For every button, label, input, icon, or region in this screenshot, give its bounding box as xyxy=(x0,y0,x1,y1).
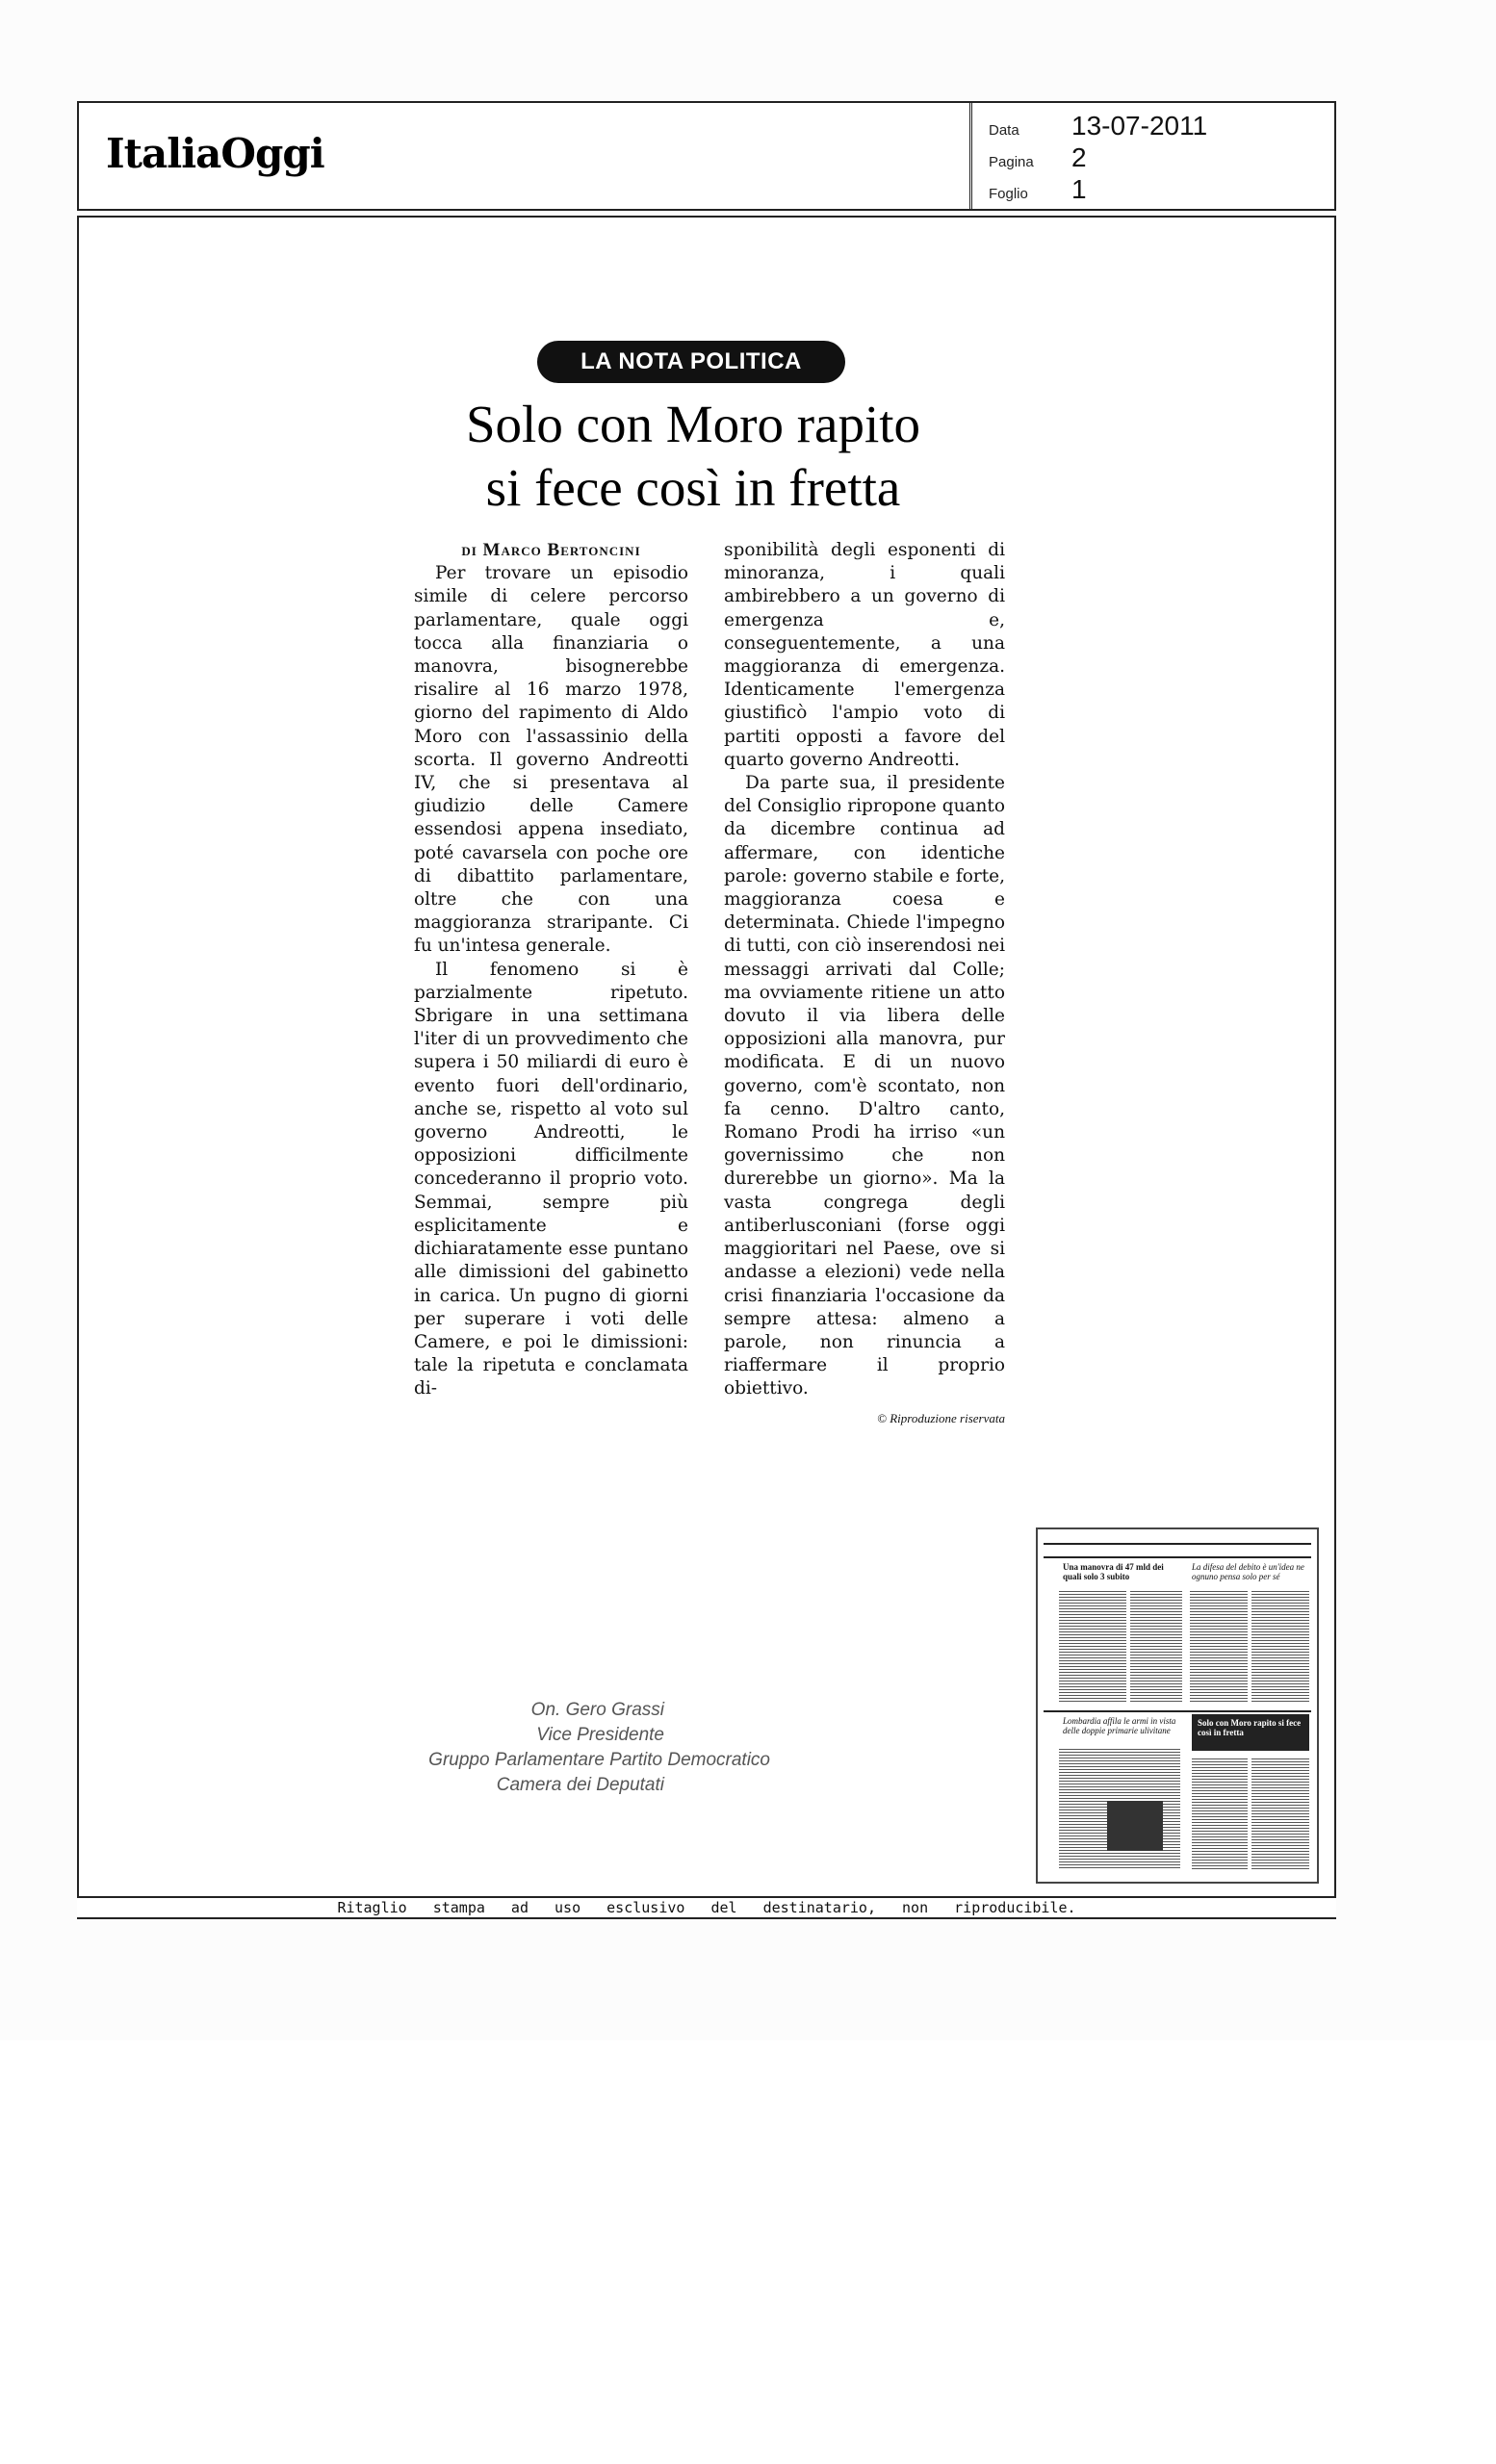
stamp-chamber: Camera dei Deputati xyxy=(496,1775,664,1795)
stamp-group: Gruppo Parlamentare Partito Democratico xyxy=(428,1750,770,1770)
thumbnail-headline-right: La difesa del debito è un'idea ne ognuno pensa solo per sé xyxy=(1192,1562,1304,1581)
thumbnail-text-block xyxy=(1190,1589,1248,1703)
newspaper-logo: ItaliaOggi xyxy=(106,130,324,177)
deputy-stamp xyxy=(356,1698,770,1798)
thumbnail-photo xyxy=(1107,1801,1163,1851)
byline: di Marco Bertoncini xyxy=(461,540,641,560)
thumbnail-rule xyxy=(1044,1543,1311,1545)
thumbnail-rule xyxy=(1044,1710,1311,1712)
thumbnail-rule xyxy=(1044,1556,1311,1558)
thumbnail-text-block xyxy=(1130,1589,1182,1703)
stamp-name: On. Gero Grassi xyxy=(530,1700,664,1720)
thumbnail-text-block xyxy=(1059,1589,1126,1703)
paragraph: Per trovare un episodio simile di celere percorso parlamentare, quale oggi tocca alla finanziaria o manovra, bisognerebbe risalire al 16 marzo 1978, giorno del rapimento di Aldo Moro con l'assassinio della scorta. Il governo Andreotti IV, che si presentava al giudizio delle Camere essendosi appena insediato, poté cavarsela con poche ore di dibattito parlamentare, oltre che con una maggioranza straripante. Ci fu un'intesa generale. xyxy=(414,563,688,957)
meta-page-label: Pagina xyxy=(989,154,1034,170)
article-headline xyxy=(366,393,1020,520)
article-column-left xyxy=(414,539,688,1401)
clipping-meta xyxy=(989,111,1316,206)
article-column-right xyxy=(724,539,1005,1430)
meta-date xyxy=(989,111,1316,142)
meta-sheet-label: Foglio xyxy=(989,186,1028,202)
thumbnail-text-block xyxy=(1192,1757,1248,1870)
section-rubric: LA NOTA POLITICA xyxy=(537,341,845,383)
reproduction-notice: Ritaglio stampa ad uso esclusivo del destinatario, non riproducibile. xyxy=(77,1896,1336,1919)
page-thumbnail xyxy=(1036,1527,1319,1884)
clipping-header xyxy=(77,101,1336,211)
meta-date-label: Data xyxy=(989,122,1019,139)
headline-line-1: Solo con Moro rapito xyxy=(465,395,921,453)
thumbnail-bottom-left: Lombardia affila le armi in vista delle doppie primarie ulivitane xyxy=(1063,1716,1176,1735)
stamp-role: Vice Presidente xyxy=(536,1725,664,1745)
paragraph: Da parte sua, il presidente del Consiglio ripropone quanto da dicembre continua ad affermare, con identiche parole: governo stabile e forte, maggioranza coesa e determinata. Chiede l'impegno di tutti, con ciò inserendosi nei messaggi arrivati dal Colle; ma ovviamente ritiene un atto dovuto il via libera delle opposizioni alla manovra, pur modificata. E di un nuovo governo, com'è scontato, non fa cenno. D'altro canto, Romano Prodi ha irriso «un governissimo che non durerebbe un giorno». Ma la vasta congrega degli antiberlusconiani (forse oggi maggioritari nel Paese, ove si andasse a elezioni) vede nella crisi finanziaria l'occasione da sempre attesa: almeno a parole, non rinuncia a riaffermare il proprio obiettivo. xyxy=(724,773,1005,1399)
headline-line-2: si fece così in fretta xyxy=(485,458,901,517)
meta-sheet-value: 1 xyxy=(1071,174,1087,204)
header-divider xyxy=(969,103,972,209)
thumbnail-bottom-right: Solo con Moro rapito si fece così in fretta xyxy=(1198,1718,1302,1737)
copyright-note: © Riproduzione riservata xyxy=(877,1410,1005,1425)
meta-page-value: 2 xyxy=(1071,142,1087,172)
meta-sheet xyxy=(989,174,1316,206)
meta-page xyxy=(989,142,1316,174)
thumbnail-text-block xyxy=(1251,1757,1309,1870)
thumbnail-text-block xyxy=(1251,1589,1309,1703)
meta-date-value: 13-07-2011 xyxy=(1071,111,1208,141)
paragraph: sponibilità degli esponenti di minoranza, i quali ambirebbero a un governo di emergenza e, conseguentemente, a una maggioranza di emergenza. Identicamente l'emergenza giustificò l'ampio voto di partiti opposti a favore del quarto governo Andreotti. xyxy=(724,540,1005,770)
thumbnail-headline-left: Una manovra di 47 mld dei quali solo 3 subito xyxy=(1063,1562,1164,1581)
paragraph: Il fenomeno si è parzialmente ripetuto. Sbrigare in una settimana l'iter di un provvedimento che supera i 50 miliardi di euro è evento fuori dell'ordinario, anche se, rispetto al voto sul governo Andreotti, le opposizioni difficilmente concederanno il proprio voto. Semmai, sempre più esplicitamente e dichiaratamente esse puntano alle dimissioni del gabinetto in carica. Un pugno di giorni per superare i voti delle Camere, e poi le dimissioni: tale la ripetuta e conclamata di- xyxy=(414,959,688,1399)
